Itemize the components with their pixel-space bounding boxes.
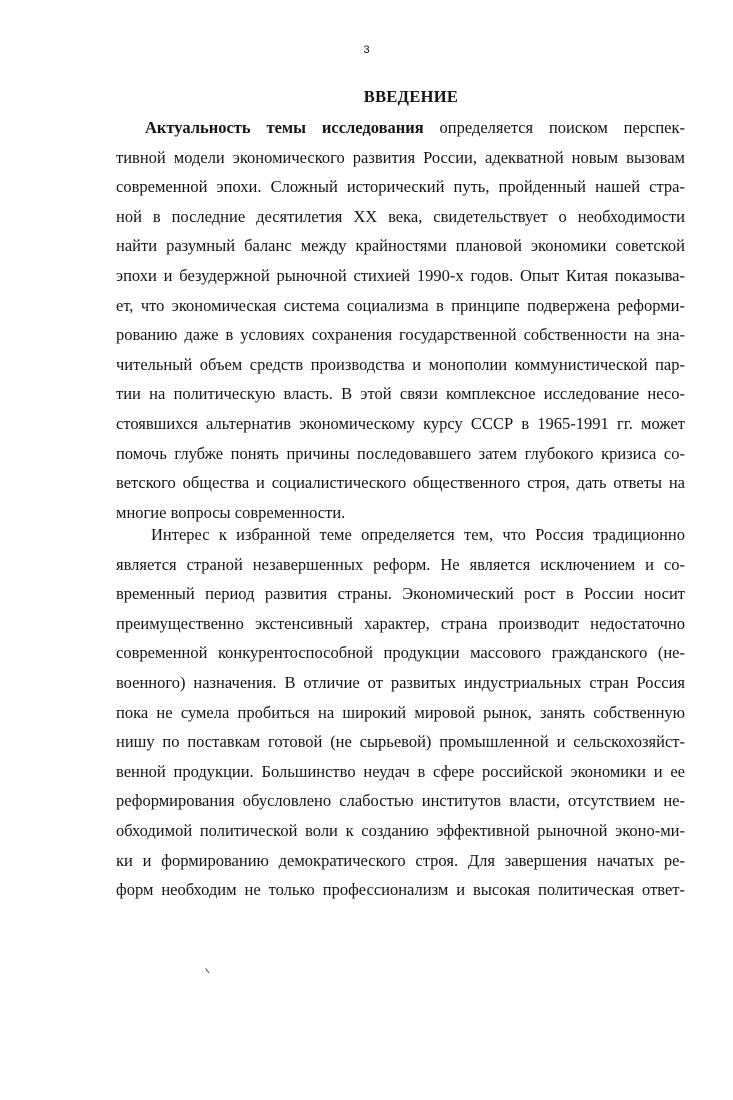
paragraph-line: рованию даже в условиях сохранения государственной собственности на зна- [116,325,685,345]
scan-mark [205,968,210,974]
paragraph-line: чительный объем средств производства и монополии коммунистической пар- [116,354,685,374]
paragraph-line: Интерес к избранной теме определяется тем, что Россия традиционно [151,525,685,544]
paragraph-line: современной конкурентоспособной продукции массового гражданского (не- [116,643,685,663]
paragraph-line: ной в последние десятилетия XX века, свидетельствует о необходимости [116,206,685,226]
paragraph-line: форм необходим не только профессионализм и высокая политическая ответ- [116,880,685,900]
paragraph-line: помочь глубже понять причины последовавшего затем глубокого кризиса со- [116,443,685,463]
bold-lead-phrase: Актуальность темы исследования [145,118,424,137]
paragraph-line: реформирования обусловлено слабостью институтов власти, отсутствием не- [116,791,685,811]
lead-line-rest: определяется поиском перспек- [423,118,685,137]
paragraph-line: современной эпохи. Сложный исторический путь, пройденный нашей стра- [116,177,685,197]
page-number: 3 [363,44,370,56]
paragraph-line: стоявшихся альтернатив экономическому курсу СССР в 1965-1991 гг. может [116,413,685,433]
paragraph-line: преимущественно экстенсивный характер, страна производит недостаточно [116,613,685,633]
paragraph-line: ки и формированию демократического строя. Для завершения начатых ре- [116,850,685,870]
paragraph-line: пока не сумела пробиться на широкий мировой рынок, занять собственную [116,702,685,722]
paragraph-line: временный период развития страны. Экономический рост в России носит [116,584,685,604]
paragraph-line: тивной модели экономического развития России, адекватной новым вызовам [116,147,685,167]
paragraph-line: нишу по поставкам готовой (не сырьевой) промышленной и сельскохозяйст- [116,732,685,752]
paragraph-line: эпохи и безудержной рыночной стихией 1990-х годов. Опыт Китая показыва- [116,265,685,285]
paragraph-line: многие вопросы современности. [116,502,346,522]
paragraph-line: военного) назначения. В отличие от развитых индустриальных стран Россия [116,672,685,692]
paragraph-line: является страной незавершенных реформ. Не является исключением и со- [116,554,685,574]
paragraph-line: венной продукции. Большинство неудач в сфере российской экономики и ее [116,761,685,781]
paragraph-line: ет, что экономическая система социализма в принципе подвержена реформи- [116,295,685,315]
paragraph-interest [116,520,685,905]
paragraph-line [145,113,685,143]
paragraph-line: тии на политическую власть. В этой связи комплексное исследование несо- [116,384,685,404]
paragraph-line: обходимой политической воли к созданию эффективной рыночной эконо-ми- [116,820,685,840]
paragraph-line: ветского общества и социалистического общественного строя, дать ответы на [116,473,685,493]
paragraph-relevance [116,113,685,527]
paragraph-line: найти разумный баланс между крайностями плановой экономики советской [116,236,685,256]
section-heading: ВВЕДЕНИЕ [363,87,459,106]
